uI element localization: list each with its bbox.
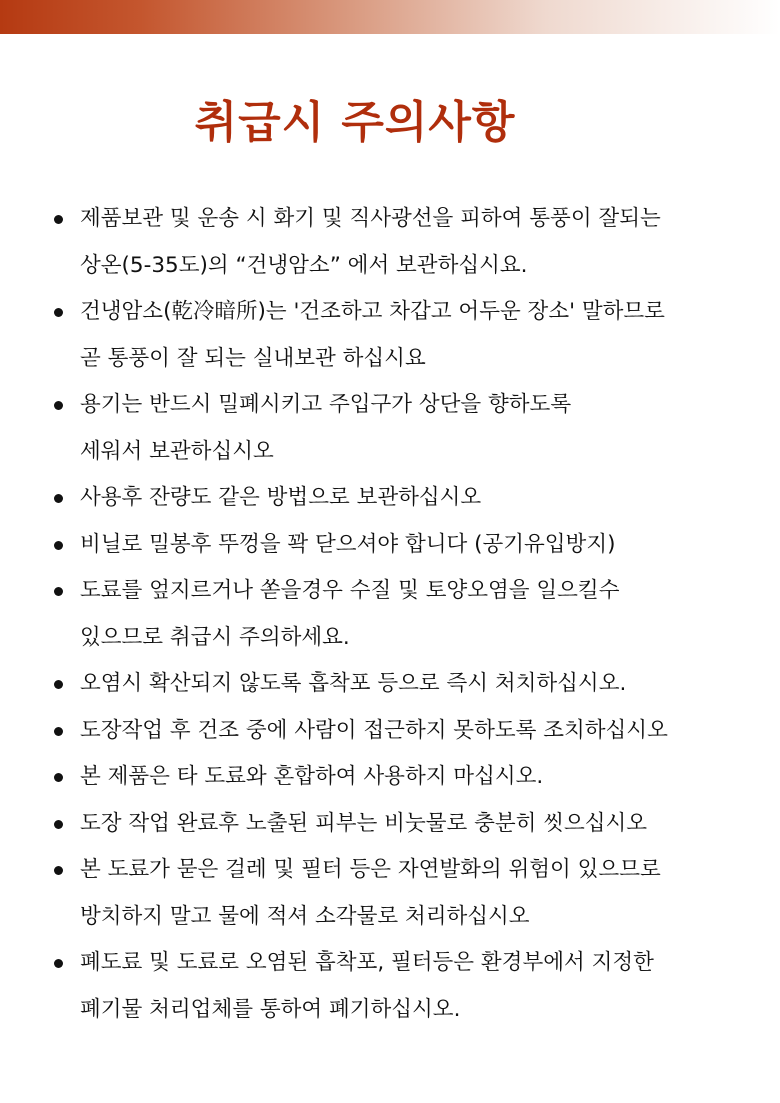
bullet-icon bbox=[54, 308, 63, 317]
bullet-icon bbox=[54, 727, 63, 736]
list-item-text: 상온(5-35도)의 “건냉암소” 에서 보관하십시요. bbox=[80, 252, 528, 278]
top-gradient-bar bbox=[0, 0, 780, 34]
list-item-text: 폐도료 및 도료로 오염된 흡착포, 필터등은 환경부에서 지정한 bbox=[80, 950, 654, 975]
list-item-text: 건냉암소(乾冷暗所)는 '건조하고 차갑고 어두운 장소' 말하므로 bbox=[80, 299, 665, 324]
list-item bbox=[50, 801, 740, 848]
list-item bbox=[50, 754, 740, 801]
list-item-text: 도장작업 후 건조 중에 사람이 접근하지 못하도록 조치하십시오 bbox=[80, 717, 668, 743]
list-item bbox=[50, 708, 740, 755]
bullet-icon bbox=[54, 773, 63, 782]
list-item-text: 곧 통풍이 잘 되는 실내보관 하십시요 bbox=[80, 345, 426, 371]
list-item-text: 제품보관 및 운송 시 화기 및 직사광선을 피하여 통풍이 잘되는 bbox=[80, 206, 661, 231]
bullet-icon bbox=[54, 820, 63, 829]
list-item bbox=[50, 568, 740, 661]
page-title: 취급시 주의사항 bbox=[194, 97, 516, 148]
list-item-text: 폐기물 처리업체를 통하여 폐기하십시오. bbox=[80, 996, 461, 1022]
list-item bbox=[50, 522, 740, 569]
bullet-icon bbox=[54, 494, 63, 503]
list-item-text: 본 도료가 묻은 걸레 및 필터 등은 자연발화의 위험이 있으므로 bbox=[80, 857, 661, 882]
list-item-text: 세워서 보관하십시오 bbox=[80, 438, 274, 464]
list-item bbox=[50, 289, 740, 382]
list-item-text: 오염시 확산되지 않도록 흡착포 등으로 즉시 처치하십시오. bbox=[80, 671, 627, 696]
list-item bbox=[50, 847, 740, 940]
bullet-icon bbox=[54, 541, 63, 550]
bullet-icon bbox=[54, 401, 63, 410]
list-item-text: 도장 작업 완료후 노출된 피부는 비눗물로 충분히 씻으십시오 bbox=[80, 810, 648, 836]
precautions-list bbox=[50, 196, 740, 1033]
bullet-icon bbox=[54, 215, 63, 224]
bullet-icon bbox=[54, 680, 63, 689]
list-item bbox=[50, 475, 740, 522]
bullet-icon bbox=[54, 587, 63, 596]
list-item-text: 비닐로 밀봉후 뚜껑을 꽉 닫으셔야 합니다 (공기유입방지) bbox=[80, 531, 616, 557]
list-item-text: 용기는 반드시 밀폐시키고 주입구가 상단을 향하도록 bbox=[80, 392, 572, 417]
list-item-text: 도료를 엎지르거나 쏟을경우 수질 및 토양오염을 일으킬수 bbox=[80, 578, 620, 603]
list-item-text: 사용후 잔량도 같은 방법으로 보관하십시오 bbox=[80, 485, 482, 510]
list-item-text: 방치하지 말고 물에 적셔 소각물로 처리하십시오 bbox=[80, 903, 530, 929]
bullet-icon bbox=[54, 959, 63, 968]
list-item-text: 있으므로 취급시 주의하세요. bbox=[80, 624, 350, 650]
list-item bbox=[50, 382, 740, 475]
list-item bbox=[50, 196, 740, 289]
list-item-text: 본 제품은 타 도료와 혼합하여 사용하지 마십시오. bbox=[80, 764, 544, 789]
list-item bbox=[50, 661, 740, 708]
list-item bbox=[50, 940, 740, 1033]
bullet-icon bbox=[54, 866, 63, 875]
